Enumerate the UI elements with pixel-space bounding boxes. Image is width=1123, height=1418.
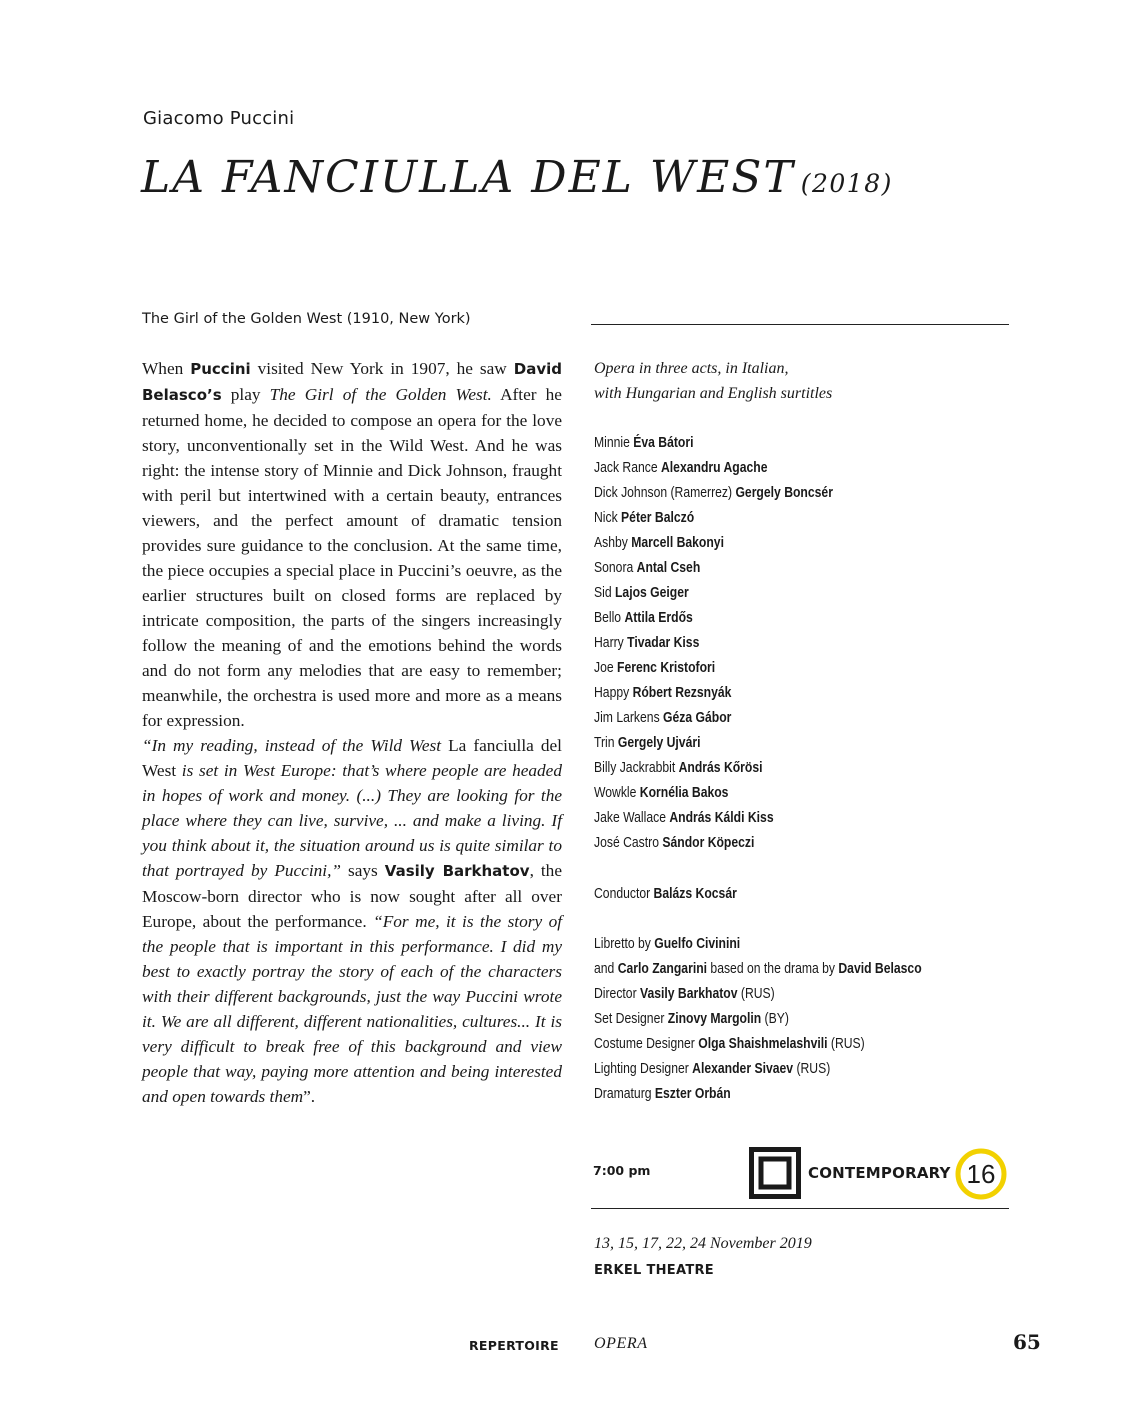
cast-row	[594, 706, 833, 731]
cast-singer: Ferenc Kristofori	[617, 660, 716, 676]
crew-person: Vasily Barkhatov	[640, 986, 738, 1002]
page-title	[141, 152, 893, 203]
cast-row	[594, 431, 833, 456]
cast-row	[594, 806, 833, 831]
crew-role: Dramaturg	[594, 1086, 652, 1102]
crew-row	[594, 982, 922, 1007]
cast-role: Billy Jackrabbit	[594, 760, 676, 776]
nested-square-icon	[749, 1147, 801, 1199]
cast-singer: Gergely Ujvári	[617, 735, 701, 751]
cast-role: Jake Wallace	[594, 810, 666, 826]
category-label: CONTEMPORARY	[808, 1164, 951, 1182]
crew-members	[594, 982, 922, 1107]
cast-row	[594, 606, 833, 631]
performance-format: Opera in three acts, in Italian, with Hungarian and English surtitles	[594, 360, 833, 402]
cast-singer: Gergely Boncsér	[735, 485, 833, 501]
cast-row	[594, 581, 833, 606]
conductor-line: Conductor Balázs Kocsár	[594, 886, 737, 902]
cast-row	[594, 456, 833, 481]
cast-role: Joe	[594, 660, 614, 676]
cast-role: Sid	[594, 585, 612, 601]
crew-row: Libretto by Guelfo Civinini	[594, 936, 741, 952]
crew-row	[594, 1082, 922, 1107]
cast-role: Dick Johnson (Ramerrez)	[594, 485, 733, 501]
performance-dates: 13, 15, 17, 22, 24 November 2019	[594, 1235, 812, 1252]
cast-singer: Éva Bátori	[633, 435, 694, 451]
age-rating-circle-icon	[955, 1148, 1007, 1200]
original-title: The Girl of the Golden West (1910, New York)	[142, 311, 471, 327]
crew-country: (RUS)	[796, 1061, 831, 1077]
crew-role: Lighting Designer	[594, 1061, 689, 1077]
crew-role: Director	[594, 986, 637, 1002]
cast-role: Jim Larkens	[594, 710, 660, 726]
cast-role: Happy	[594, 685, 630, 701]
cast-singer: Sándor Köpeczi	[662, 835, 755, 851]
cast-singer: András Káldi Kiss	[669, 810, 774, 826]
cast-role: Sonora	[594, 560, 634, 576]
highlight-belasco: David Belasco’s	[142, 360, 562, 404]
crew-country: (BY)	[764, 1011, 789, 1027]
article-body	[142, 356, 562, 1109]
highlight-puccini: Puccini	[190, 360, 251, 378]
footer-section: REPERTOIRE	[469, 1338, 559, 1353]
cast-singer: Lajos Geiger	[614, 585, 689, 601]
cast-singer: Tivadar Kiss	[627, 635, 700, 651]
cast-row	[594, 781, 833, 806]
start-time: 7:00 pm	[593, 1163, 651, 1178]
cast-list	[594, 431, 833, 856]
cast-role: Minnie	[594, 435, 630, 451]
cast-singer: Alexandru Agache	[661, 460, 768, 476]
cast-role: Ashby	[594, 535, 628, 551]
divider-top	[591, 324, 1009, 325]
crew-role: Costume Designer	[594, 1036, 695, 1052]
title-text: LA FANCIULLA DEL WEST	[141, 152, 795, 203]
cast-role: Wowkle	[594, 785, 637, 801]
cast-singer: András Kőrösi	[678, 760, 763, 776]
crew-person: Zinovy Margolin	[667, 1011, 762, 1027]
crew-country: (RUS)	[830, 1036, 865, 1052]
page-number: 65	[1013, 1330, 1041, 1354]
cast-row	[594, 681, 833, 706]
age-rating-text: 16	[966, 1159, 996, 1189]
cast-row	[594, 531, 833, 556]
cast-row	[594, 831, 833, 856]
play-title: The Girl of the Golden West.	[269, 385, 492, 404]
cast-role: Trin	[594, 735, 615, 751]
cast-row	[594, 481, 833, 506]
cast-row	[594, 506, 833, 531]
production-year: (2018)	[800, 169, 893, 198]
crew-country: (RUS)	[740, 986, 775, 1002]
cast-singer: Róbert Rezsnyák	[632, 685, 732, 701]
crew-row	[594, 1057, 922, 1082]
composer-name: Giacomo Puccini	[143, 108, 295, 129]
cast-singer: Marcell Bakonyi	[631, 535, 724, 551]
crew-row	[594, 1007, 922, 1032]
director-quote: “In my reading, instead of the Wild West La fanciulla del West is set in West Europe: that’s where people are headed in hopes of work and money. (...) They are looking for the place where they can live, survive, ... and make a living. If you think about it, the situation around us is quite similar to that portrayed by Puccini,” says Vasily Barkhatov, the Moscow-born director who is now sought after all over Europe, about the performance. “For me, it is the story of the people that is important in this performance. I did my best to exactly portray the story of each of the characters with their different backgrounds, just the way Puccini wrote it. We are all different, different nationalities, cultures... It is very difficult to break free of this background and view people that way, paying more attention and being interested and open towards them”.	[142, 736, 563, 1106]
cast-role: Nick	[594, 510, 618, 526]
cast-singer: Géza Gábor	[663, 710, 732, 726]
cast-row	[594, 731, 833, 756]
crew-row	[594, 1032, 922, 1057]
intro-paragraph: When Puccini visited New York in 1907, he saw David Belasco’s play The Girl of the Golden West. After he returned home, he decided to compose an opera for the love story, unconventionally set in the Wild West. And he was right: the intense story of Minnie and Dick Johnson, fraught with peril but intertwined with a certain beauty, entrances viewers, and the perfect amount of dramatic tension provides sure guidance to the conclusion. At the same time, the piece occupies a special place in Puccini’s oeuvre, as the earlier structures built on closed forms are replaced by intricate composition, the parts of the singers increasingly follow the meaning of and the emotions behind the words and do not form any melodies that are easy to remember; meanwhile, the orchestra is used more and more as a means for expression.	[142, 359, 562, 730]
cast-singer: Kornélia Bakos	[639, 785, 729, 801]
cast-row	[594, 656, 833, 681]
cast-singer: Péter Balczó	[621, 510, 695, 526]
cast-role: Harry	[594, 635, 624, 651]
cast-role: Bello	[594, 610, 622, 626]
crew-role: Set Designer	[594, 1011, 665, 1027]
venue: ERKEL THEATRE	[594, 1263, 714, 1278]
cast-singer: Antal Cseh	[636, 560, 701, 576]
crew-row: and Carlo Zangarini based on the drama by David Belasco	[594, 961, 922, 977]
cast-row	[594, 631, 833, 656]
footer-genre: OPERA	[594, 1335, 648, 1352]
cast-row	[594, 556, 833, 581]
crew-person: Eszter Orbán	[654, 1086, 731, 1102]
cast-role: José Castro	[594, 835, 659, 851]
cast-row	[594, 756, 833, 781]
crew-person: Olga Shaishmelashvili	[698, 1036, 828, 1052]
crew-list	[594, 932, 922, 1107]
quote-opera-title: La fanciulla del West	[142, 736, 562, 780]
cast-singer: Attila Erdős	[624, 610, 693, 626]
cast-role: Jack Rance	[594, 460, 658, 476]
divider-bottom	[591, 1208, 1009, 1209]
crew-person: Alexander Sivaev	[692, 1061, 794, 1077]
highlight-director: Vasily Barkhatov	[384, 862, 530, 880]
